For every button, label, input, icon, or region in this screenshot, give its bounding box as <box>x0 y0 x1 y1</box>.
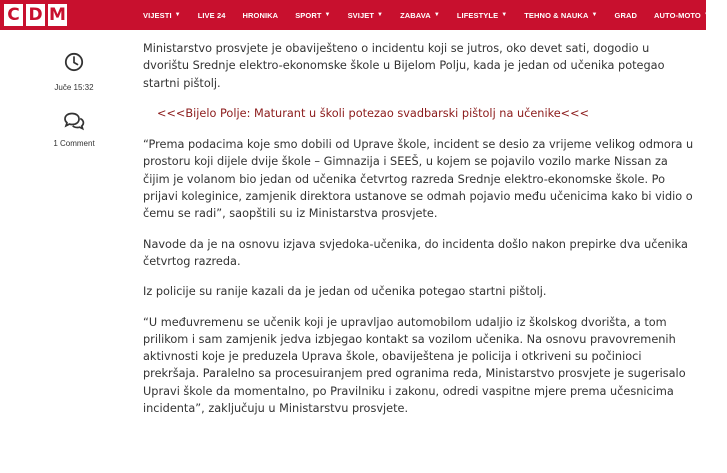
logo-letter: D <box>26 4 45 26</box>
top-navigation-bar <box>0 0 710 30</box>
comment-count-link[interactable]: 1 Comment <box>53 139 95 148</box>
nav-item-label: VIJESTI <box>143 10 172 20</box>
nav-item-label: TEHNO & NAUKA <box>524 10 589 20</box>
nav-item-sport[interactable] <box>295 11 330 20</box>
chevron-down-icon: ▼ <box>703 12 710 18</box>
nav-item-label: LIFESTYLE <box>456 10 499 20</box>
chevron-down-icon: ▼ <box>377 12 384 18</box>
nav-item-label: GRAD <box>614 10 637 20</box>
clock-icon <box>64 52 84 72</box>
nav-item-vijesti[interactable] <box>143 11 181 20</box>
chevron-down-icon: ▼ <box>174 12 181 18</box>
chevron-down-icon: ▼ <box>501 12 508 18</box>
logo-letter: C <box>4 4 23 26</box>
nav-item-label: LIVE 24 <box>197 10 226 20</box>
nav-item-live24[interactable] <box>198 11 226 20</box>
chevron-down-icon: ▼ <box>591 12 598 18</box>
article-paragraph: Ministarstvo prosvjete je obaviješteno o incidentu koji se jutros, oko devet sati, dogodio u dvorištu Srednje elektro-ekonomske škole u Bijelom Polju, kada je jedan od učenika potegao startni pištolj. <box>143 42 665 90</box>
main-menu <box>143 0 727 30</box>
site-logo[interactable] <box>4 4 67 26</box>
nav-item-auto-moto[interactable] <box>654 11 710 20</box>
nav-item-lifestyle[interactable] <box>457 11 507 20</box>
nav-item-label: SPORT <box>295 10 322 20</box>
nav-item-label: ZABAVA <box>400 10 431 20</box>
chevron-down-icon: ▼ <box>324 12 331 18</box>
nav-item-tehno-nauka[interactable] <box>524 11 597 20</box>
article-paragraph: “U međuvremenu se učenik koji je upravljao automobilom udaljio iz školskog dvorišta, a tom prilikom i sam zamjenik jedva izbjegao kontakt sa vozilom učenika. Na osnovu pravovremenih aktivnosti koje je preduzela Uprava škole, obaviještena je policija i otkriveni su počinioci prekršaja. Paralelno sa procesuiranjem pred ogranima reda, Ministarstvo prosvjete je sugerisalo Upravi škole da momentalno, po Pravilniku i zakonu, odredi vaspitne mjere prema učesnicima incidenta”, zaključuju u Ministarstvu prosvjete. <box>143 315 686 416</box>
nav-item-label: AUTO-MOTO <box>654 10 701 20</box>
nav-item-grad[interactable] <box>615 11 637 20</box>
nav-item-label: HRONIKA <box>242 10 279 20</box>
nav-item-hronika[interactable] <box>242 11 278 20</box>
article-paragraph: “Prema podacima koje smo dobili od Uprave škole, incident se desio za vrijeme velikog odmora u prostoru koji dijele dvije škole – Gimnazija i SEEŠ, u kojem se pojavilo vozilo marke Nissan za čijim je volanom bio jedan od učenika četvrtog razreda Srednje elektro-ekonomske škole. Po prijavi koleginice, zamjenik direktora ustanove se odmah pojavio među učenicima kako bi vidio o čemu se radi”, saopštili su iz Ministarstva prosvjete. <box>143 138 694 221</box>
article-paragraph: Iz policije su ranije kazali da je jedan od učenika potegao startni pištolj. <box>143 285 547 299</box>
chevron-down-icon: ▼ <box>433 12 440 18</box>
article-body <box>143 40 695 430</box>
nav-item-zabava[interactable] <box>400 11 440 20</box>
related-article-link[interactable]: <<<Bijelo Polje: Maturant u školi potezao svadbarski pištolj na učenike<<< <box>157 106 590 120</box>
nav-item-svijet[interactable] <box>348 11 384 20</box>
article-paragraph: Navode da je na osnovu izjava svjedoka-učenika, do incidenta došlo nakon prepirke dva učenika četvrtog razreda. <box>143 237 688 268</box>
logo-letter: M <box>49 4 66 25</box>
post-date: Juče 15:32 <box>54 83 94 92</box>
comments-icon[interactable] <box>63 112 85 130</box>
nav-item-label: SVIJET <box>347 10 375 20</box>
